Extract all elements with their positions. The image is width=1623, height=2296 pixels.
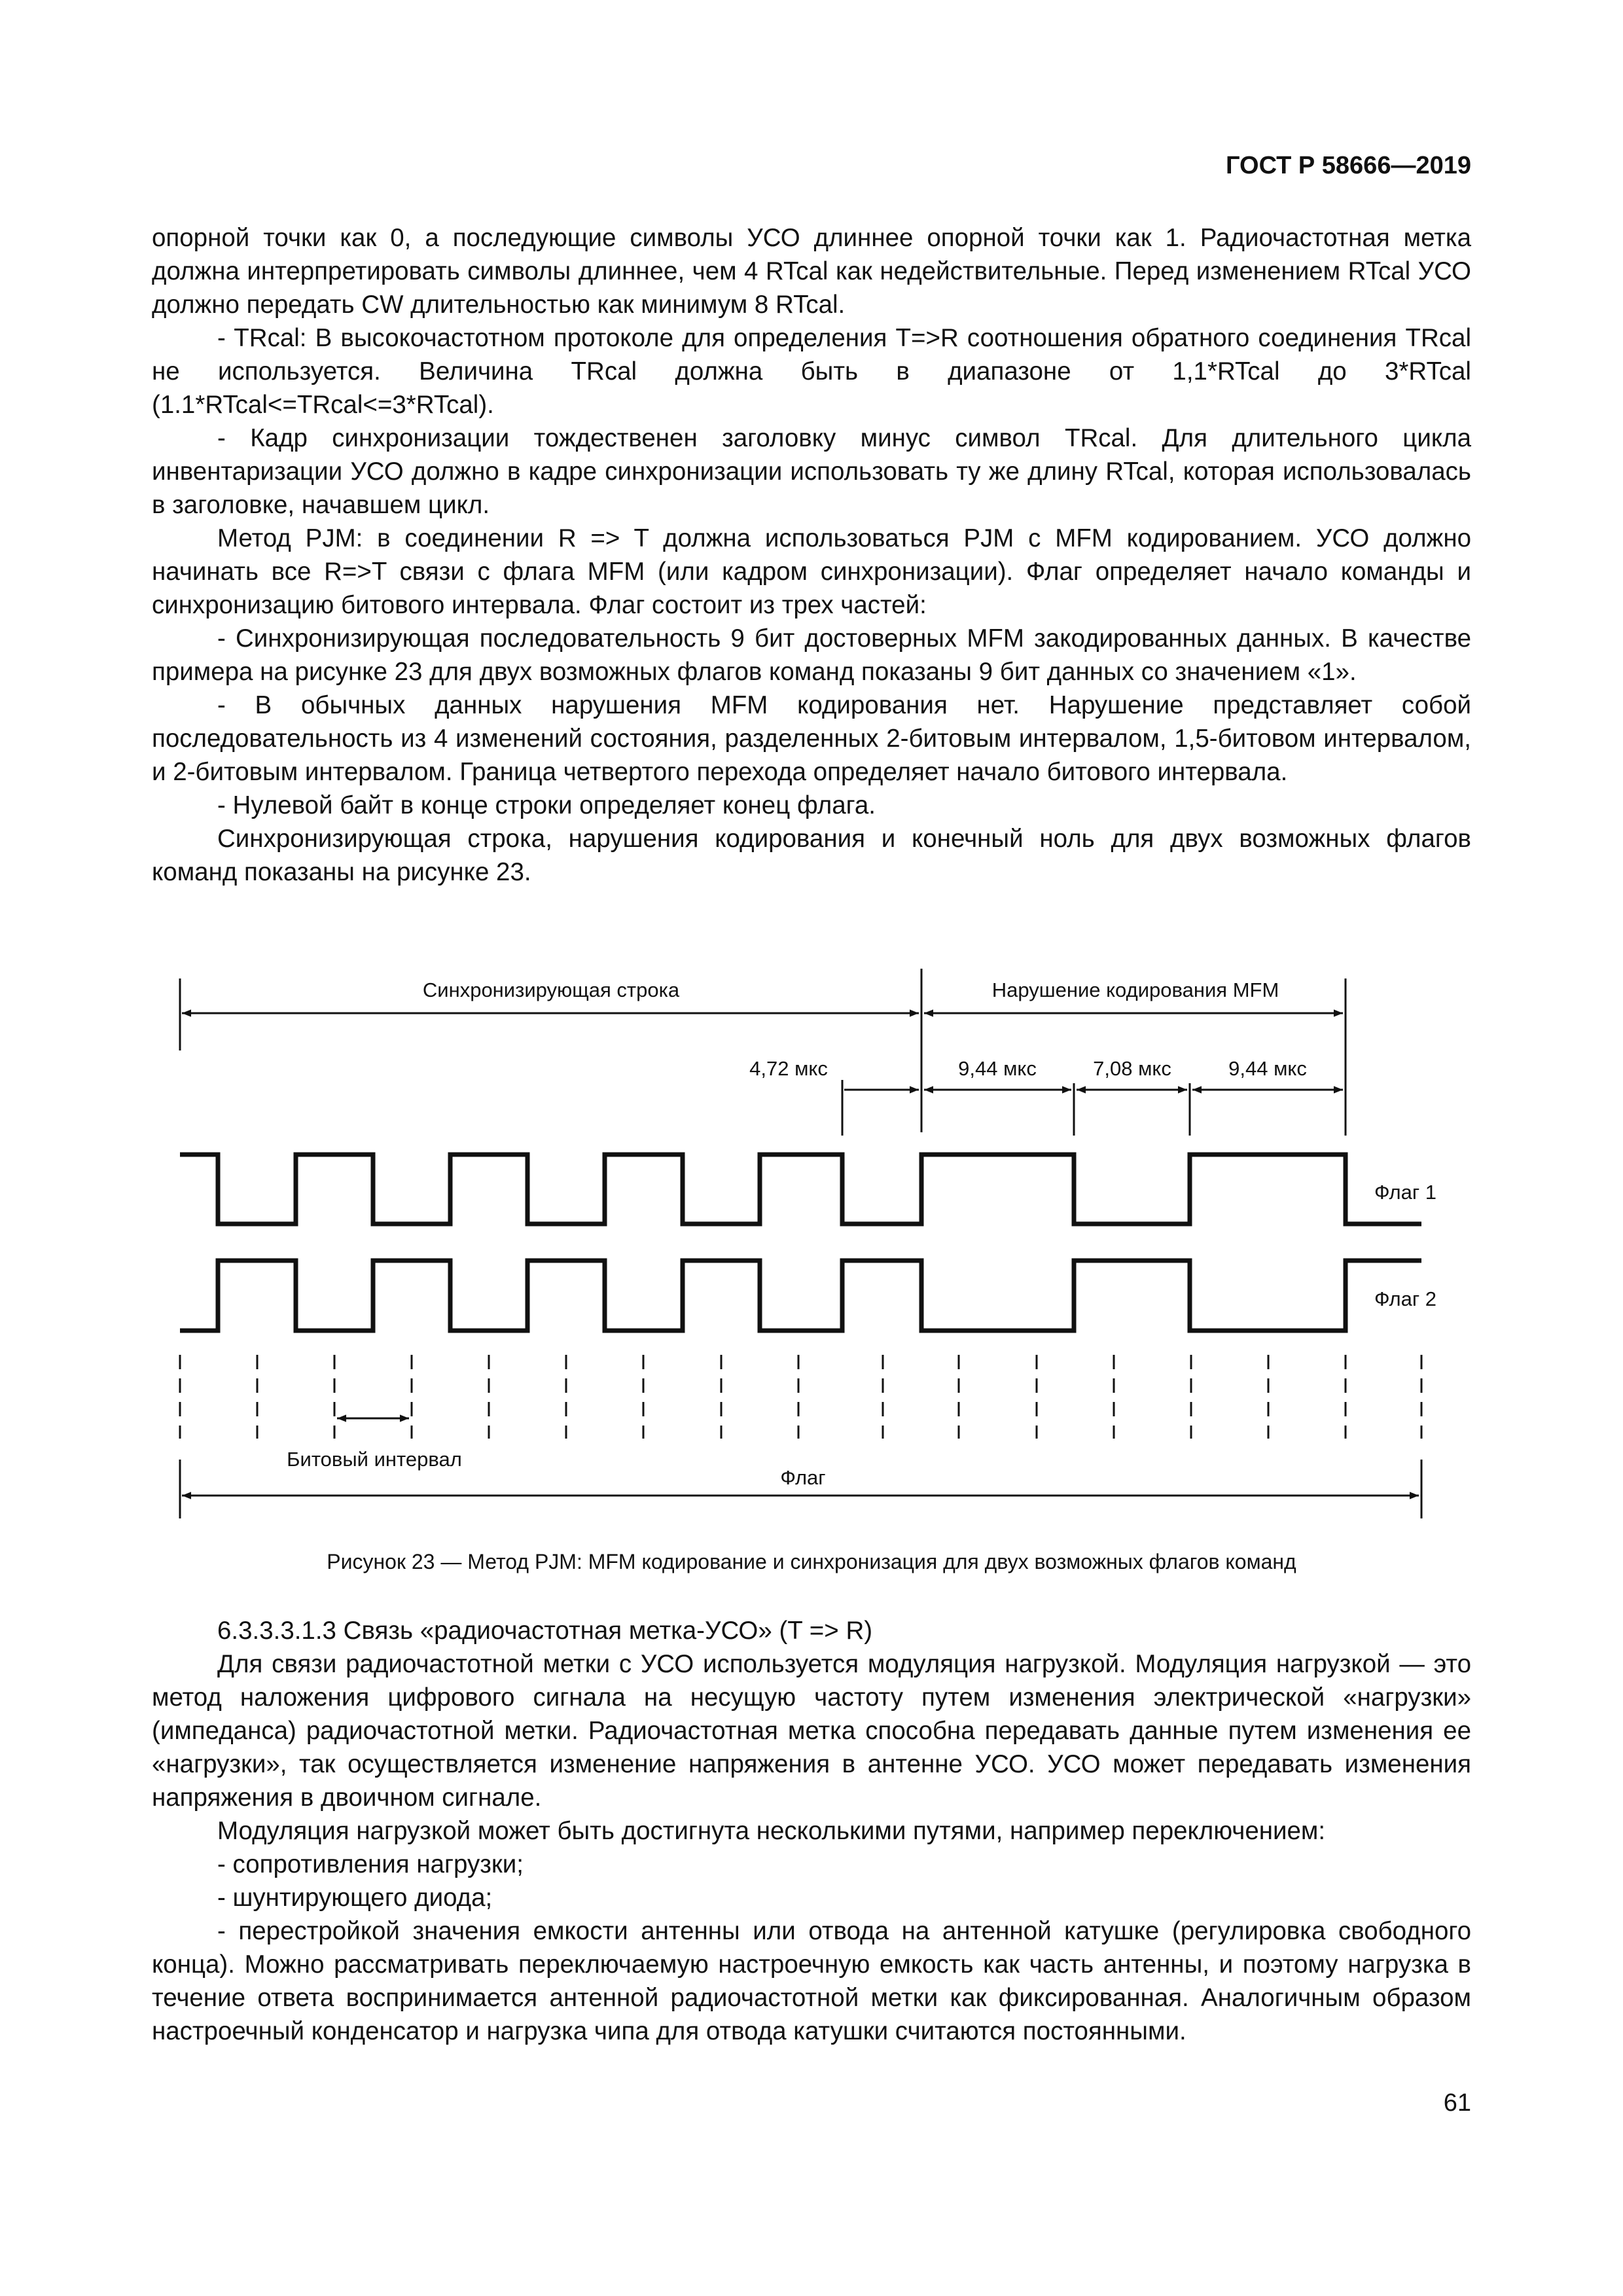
list-item-resistance: - сопротивления нагрузки; <box>217 1850 524 1878</box>
flag-2-waveform <box>180 1261 1421 1331</box>
paragraph-pjm-method: Метод PJM: в соединении R => T должна использоваться PJM с MFM кодированием. УСО должно начинать все R=>T связи с флага MFM (или кадром синхронизации). Флаг определяет начало команды и синхронизацию битового интервала. Флаг состоит из трех частей: <box>152 524 1471 619</box>
section-paragraph-load-modulation: Для связи радиочастотной метки с УСО используется модуляция нагрузкой. Модуляция нагрузкой — это метод наложения цифрового сигнала на несущую частоту путем изменения электрической «нагрузки» (импеданса) радиочастотной метки. Радиочастотная метка способна передавать данные путем изменения ее «нагрузки», так осуществляется изменение напряжения в антенне УСО. УСО может передавать изменения напряжения в двоичном сигнале. <box>152 1650 1471 1812</box>
paragraph-sync-sequence: - Синхронизирующая последовательность 9 бит достоверных MFM закодированных данных. В качестве примера на рисунке 23 для двух возможных флагов команд показаны 9 бит данных со значением «1». <box>152 624 1471 686</box>
flag-1-label: Флаг 1 <box>1374 1181 1437 1204</box>
section-text-block <box>152 1614 1471 2048</box>
top-text-block <box>152 221 1471 889</box>
list-item-diode: - шунтирующего диода; <box>217 1884 493 1912</box>
timing-label-3: 7,08 мкс <box>1093 1057 1171 1080</box>
section-paragraph-ways: Модуляция нагрузкой может быть достигнута несколькими путями, например переключением: <box>217 1817 1326 1845</box>
timing-label-1: 4,72 мкс <box>749 1057 828 1080</box>
timing-label-4: 9,44 мкс <box>1228 1057 1307 1080</box>
bit-interval-label: Битовый интервал <box>287 1448 462 1471</box>
flag-1-waveform <box>180 1155 1421 1224</box>
section-heading: 6.3.3.3.1.3 Связь «радиочастотная метка-УСО» (T => R) <box>217 1617 873 1645</box>
document-header: ГОСТ Р 58666—2019 <box>1226 152 1471 179</box>
flag-span-dimension <box>180 1460 1421 1518</box>
paragraph-1: опорной точки как 0, а последующие символы УСО длиннее опорной точки как 1. Радиочастотная метка должна интерпретировать символы длиннее, чем 4 RTcal как недействительные. Перед изменением RTcal УСО должно передать CW длительностью как минимум 8 RTcal. <box>152 224 1471 319</box>
paragraph-mfm-violation: - В обычных данных нарушения MFM кодирования нет. Нарушение представляет собой последовательность из 4 изменений состояния, разделенных 2-битовым интервалом, 1,5-битовом интервалом, и 2-битовым интервалом. Граница четвертого перехода определяет начало битового интервала. <box>152 691 1471 786</box>
mfm-violation-label: Нарушение кодирования MFM <box>991 978 1279 1001</box>
paragraph-trcal: - TRcal: В высокочастотном протоколе для определения T=>R соотношения обратного соединения TRcal не используется. Величина TRcal должна быть в диапазоне от 1,1*RTcal до 3*RTcal (1.1*RTcal<=TRcal<=3*RTcal). <box>152 324 1471 419</box>
page-number: 61 <box>1443 2089 1471 2117</box>
bit-boundary-dashes <box>180 1355 1421 1439</box>
timing-label-2: 9,44 мкс <box>958 1057 1037 1080</box>
paragraph-zero-byte: - Нулевой байт в конце строки определяет конец флага. <box>217 791 876 819</box>
timing-dimension-lines <box>842 1080 1346 1136</box>
paragraph-sync-frame: - Кадр синхронизации тождественен заголовку минус символ TRcal. Для длительного цикла инвентаризации УСО должно в кадре синхронизации использовать ту же длину RTcal, которая использовалась в заголовке, начавшем цикл. <box>152 424 1471 519</box>
figure-caption: Рисунок 23 — Метод PJM: MFM кодирование и синхронизация для двух возможных флагов команд <box>327 1550 1296 1573</box>
paragraph-figure-ref: Синхронизирующая строка, нарушения кодирования и конечный ноль для двух возможных флагов команд показаны на рисунке 23. <box>152 825 1471 886</box>
sync-string-label: Синхронизирующая строка <box>422 978 680 1001</box>
list-item-capacitance: - перестройкой значения емкости антенны или отвода на антенной катушке (регулировка свободного конца). Можно рассматривать переключаемую настроечную емкость как часть антенны, и поэтому нагрузка в течение ответа воспринимается антенной радиочастотной метки как фиксированная. Аналогичным образом настроечный конденсатор и нагрузка чипа для отвода катушки считаются постоянными. <box>152 1917 1471 2045</box>
flag-2-label: Флаг 2 <box>1374 1287 1437 1310</box>
flag-span-label: Флаг <box>780 1466 826 1489</box>
top-dimension-lines <box>180 969 1346 1132</box>
